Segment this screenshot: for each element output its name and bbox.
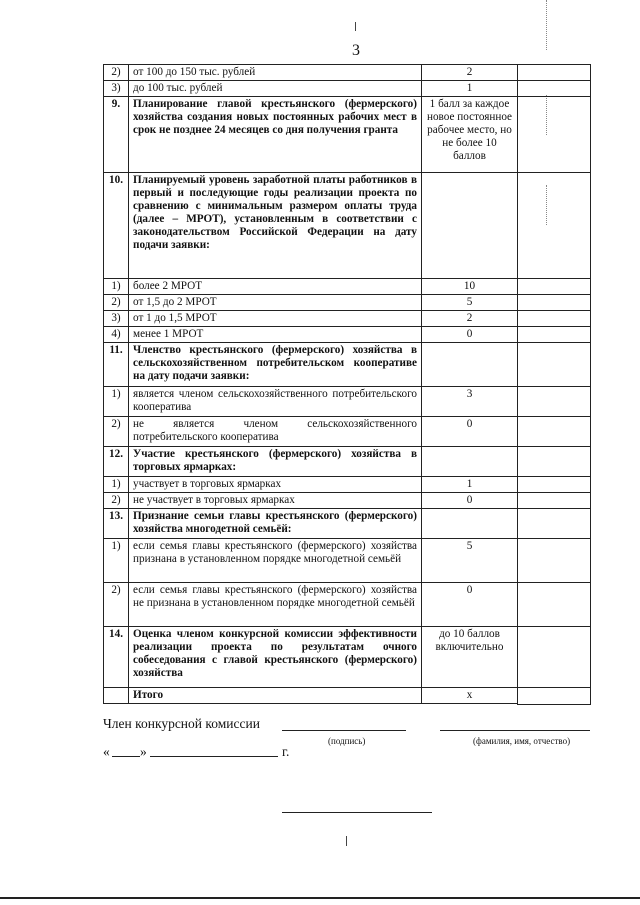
table-row [104,311,518,327]
row-number: 1) [104,539,129,583]
commission-member-label: Член конкурсной комиссии [103,716,260,731]
table-row [104,477,518,493]
extra-score-cell [517,509,590,539]
scan-artifact [346,836,347,846]
table-row [104,81,518,97]
row-number: 2) [104,65,129,81]
row-score [422,173,518,279]
row-score: 1 балл за каждое новое постоянное рабочее место, но не более 10 баллов [422,97,518,173]
row-number: 2) [104,583,129,627]
row-score: 5 [422,295,518,311]
row-score: х [422,688,518,704]
scan-artifact [355,22,356,31]
row-criterion: Признание семьи главы крестьянского (фермерского) хозяйства многодетной семьёй: [129,509,422,539]
scan-artifact [546,0,548,50]
name-line [440,730,590,731]
extra-score-cell [517,539,590,583]
row-criterion: Членство крестьянского (фермерского) хозяйства в сельскохозяйственном потребительском кооперативе на дату подачи заявки: [129,343,422,387]
row-criterion: от 1,5 до 2 МРОТ [129,295,422,311]
criteria-table-body [104,65,518,704]
date-month-line [150,756,278,757]
row-number: 2) [104,295,129,311]
date-year-suffix: г. [282,744,290,759]
row-number: 9. [104,97,129,173]
extra-score-cell [517,417,590,447]
bottom-rule [282,812,432,813]
table-row [104,417,518,447]
row-number: 3) [104,311,129,327]
table-row [104,295,518,311]
row-score: 1 [422,81,518,97]
row-criterion: Итого [129,688,422,704]
row-score: 1 [422,477,518,493]
row-criterion: Планируемый уровень заработной платы работников в первый и последующие годы реализации проекта по сравнению с минимальным размером оплаты труда (далее – МРОТ), установленным в соответствии с законодательством Российской Федерации на дату подачи заявки: [129,173,422,279]
extra-score-cell [517,627,590,688]
extra-score-cell [517,97,590,173]
row-criterion: если семья главы крестьянского (фермерского) хозяйства признана в установленном порядке многодетной семьёй [129,539,422,583]
row-criterion: участвует в торговых ярмарках [129,477,422,493]
row-number: 12. [104,447,129,477]
extra-score-cell [517,343,590,387]
row-number: 10. [104,173,129,279]
row-number: 2) [104,417,129,447]
table-row [104,343,518,387]
row-criterion: до 100 тыс. рублей [129,81,422,97]
row-score: 0 [422,417,518,447]
signature-caption: (подпись) [328,736,366,746]
extra-score-cell [517,173,590,279]
table-row [104,279,518,295]
extra-score-cell [517,295,590,311]
row-number: 14. [104,627,129,688]
table-row [104,97,518,173]
row-number: 3) [104,81,129,97]
table-row [104,627,518,688]
date-day-line [112,756,140,757]
row-criterion: от 1 до 1,5 МРОТ [129,311,422,327]
row-score: 10 [422,279,518,295]
row-criterion: от 100 до 150 тыс. рублей [129,65,422,81]
extra-score-cell [517,65,590,81]
row-score: 2 [422,65,518,81]
row-number: 1) [104,387,129,417]
row-criterion: более 2 МРОТ [129,279,422,295]
row-number: 1) [104,279,129,295]
row-criterion: Участие крестьянского (фермерского) хозяйства в торговых ярмарках: [129,447,422,477]
row-score: 5 [422,539,518,583]
extra-score-cell [517,81,590,97]
extra-score-cell [517,387,590,417]
extra-score-cell [517,311,590,327]
signature-line [282,730,406,731]
extra-score-cell [517,688,590,704]
extra-score-cell [517,279,590,295]
row-number [104,688,129,704]
table-row [104,539,518,583]
row-criterion: менее 1 МРОТ [129,327,422,343]
table-row [104,327,518,343]
row-criterion: не участвует в торговых ярмарках [129,493,422,509]
row-criterion: Оценка членом конкурсной комиссии эффективности реализации проекта по результатам очного собеседования с главой крестьянского (фермерского) хозяйства [129,627,422,688]
row-number: 11. [104,343,129,387]
extra-score-column [517,64,591,705]
row-criterion: не является членом сельскохозяйственного потребительского кооператива [129,417,422,447]
extra-score-cell [517,493,590,509]
scan-bottom-edge [0,897,640,899]
row-score: 0 [422,583,518,627]
table-row [104,447,518,477]
table-row [104,493,518,509]
row-criterion: является членом сельскохозяйственного потребительского кооператива [129,387,422,417]
table-row [104,387,518,417]
row-score [422,509,518,539]
table-row [104,65,518,81]
date-open-quote: « [103,744,110,759]
criteria-table [103,64,518,704]
row-number: 2) [104,493,129,509]
name-caption: (фамилия, имя, отчество) [473,736,571,746]
row-number: 4) [104,327,129,343]
table-row [104,583,518,627]
page-number: 3 [352,42,360,59]
table-row [104,688,518,704]
date-close-quote: » [140,744,147,759]
extra-score-cell [517,447,590,477]
table-row [104,173,518,279]
row-criterion: если семья главы крестьянского (фермерского) хозяйства не признана в установленном порядке многодетной семьёй [129,583,422,627]
row-score: 2 [422,311,518,327]
extra-score-cell [517,583,590,627]
extra-score-cell [517,477,590,493]
table-row [104,509,518,539]
row-score [422,447,518,477]
row-score: до 10 баллов включительно [422,627,518,688]
row-score: 0 [422,493,518,509]
row-score: 0 [422,327,518,343]
row-number: 1) [104,477,129,493]
row-score [422,343,518,387]
extra-score-cell [517,327,590,343]
row-number: 13. [104,509,129,539]
row-criterion: Планирование главой крестьянского (фермерского) хозяйства создания новых постоянных рабочих мест в срок не позднее 24 месяцев со дня получения гранта [129,97,422,173]
row-score: 3 [422,387,518,417]
